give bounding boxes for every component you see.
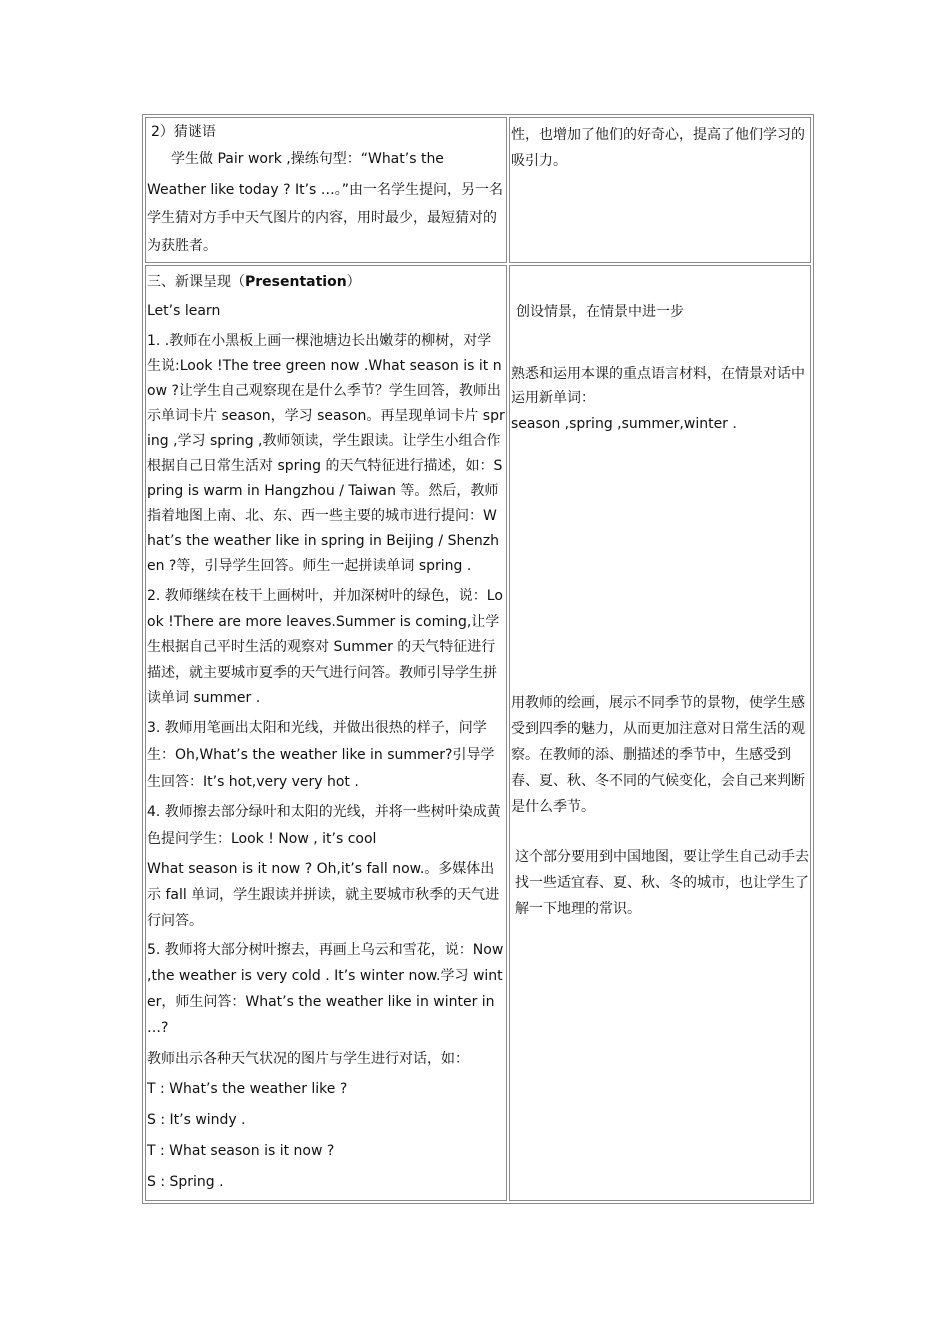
right-note-5: 这个部分要用到中国地图，要让学生自己动手去找一些适宜春、夏、秋、冬的城市，也让学生了解一下地理的常识。 (515, 849, 809, 917)
right-note-1: 创设情景，在情景中进一步 (516, 304, 684, 320)
riddle-text-2: Weather like today ? It’s …。”由一名学生提问，另一名学生猜对方手中天气图片的内容，用时最少，最短猜对的为获胜者。 (147, 182, 504, 254)
table-row (145, 265, 811, 1201)
paragraph-2: 2. 教师继续在枝干上画树叶，并加深树叶的绿色，说：Look !There are more leaves.Summer is coming,让学生根据自己平时生活的观察对 Summer 的天气特征进行描述，就主要城市夏季的天气进行问答。教师引导学生拼读单词 summer . (147, 588, 503, 706)
paragraph-4: 4. 教师擦去部分绿叶和太阳的光线，并将一些树叶染成黄色提问学生：Look ! Now , it’s cool (147, 803, 501, 847)
table-row (145, 117, 811, 263)
row1-left-cell (145, 117, 507, 263)
row1-right-cell (509, 117, 811, 263)
right-note-2: 熟悉和运用本课的重点语言材料，在情景对话中运用新单词： (511, 366, 805, 406)
dialogue-line-4: S : Spring . (147, 1173, 224, 1190)
paragraph-7: 教师出示各种天气状况的图片与学生进行对话，如： (147, 1050, 469, 1067)
heading-bold: Presentation (245, 274, 347, 290)
right-note-3: season ,spring ,summer,winter . (511, 416, 737, 432)
row1-note: 性，也增加了他们的好奇心，提高了他们学习的吸引力。 (511, 127, 805, 169)
paragraph-1: 1. .教师在小黑板上画一棵池塘边长出嫩芽的柳树，对学生说:Look !The tree green now .What season is it now ?让学生自己观察现在是什么季节？学生回答，教师出示单词卡片 season，学习 season。再呈现单词卡片 spring ,学习 spring ,教师领读，学生跟读。让学生小组合作根据自己日常生活对 spring 的天气特征进行描述，如：Spring is warm in Hangzhou / Taiwan 等。然后，教师指着地图上南、北、东、西一些主要的城市进行提问：What’s the weather like in spring in Beijing / Shenzhen ?等，引导学生回答。师生一起拼读单词 spring . (147, 333, 505, 574)
dialogue-line-3: T : What season is it now ? (147, 1142, 335, 1159)
paragraph-3: 3. 教师用笔画出太阳和光线，并做出很热的样子，问学生：Oh,What’s the weather like in summer?引导学生回答：It’s hot,very very hot . (147, 719, 495, 790)
paragraph-6: 5. 教师将大部分树叶擦去，再画上乌云和雪花，说：Now ,the weather is very cold . It’s winter now.学习 winter，师生问答：What’s the weather like in winter in …? (147, 941, 504, 1036)
dialogue-line-2: S : It’s windy . (147, 1111, 246, 1128)
riddle-title: 2）猜谜语 (151, 124, 216, 140)
heading-suffix: ） (346, 274, 361, 290)
paragraph-5: What season is it now ? Oh,it’s fall now.。多媒体出示 fall 单词，学生跟读并拼读，就主要城市秋季的天气进行问答。 (147, 860, 500, 929)
riddle-text-1: 学生做 Pair work ,操练句型：“What’s the (171, 151, 444, 167)
section-heading (147, 268, 505, 296)
row2-left-cell (145, 265, 507, 1201)
heading-prefix: 三、新课呈现（ (147, 274, 245, 290)
dialogue-line-1: T : What’s the weather like ? (147, 1080, 348, 1097)
right-note-4: 用教师的绘画，展示不同季节的景物，使学生感受到四季的魅力，从而更加注意对日常生活的观察。在教师的添、删描述的季节中，生感受到春、夏、秋、冬不同的气候变化，会自己来判断是什么季节。 (511, 695, 805, 815)
row2-right-cell (509, 265, 811, 1201)
subheading: Let’s learn (147, 303, 221, 319)
lesson-plan-table (142, 114, 814, 1204)
